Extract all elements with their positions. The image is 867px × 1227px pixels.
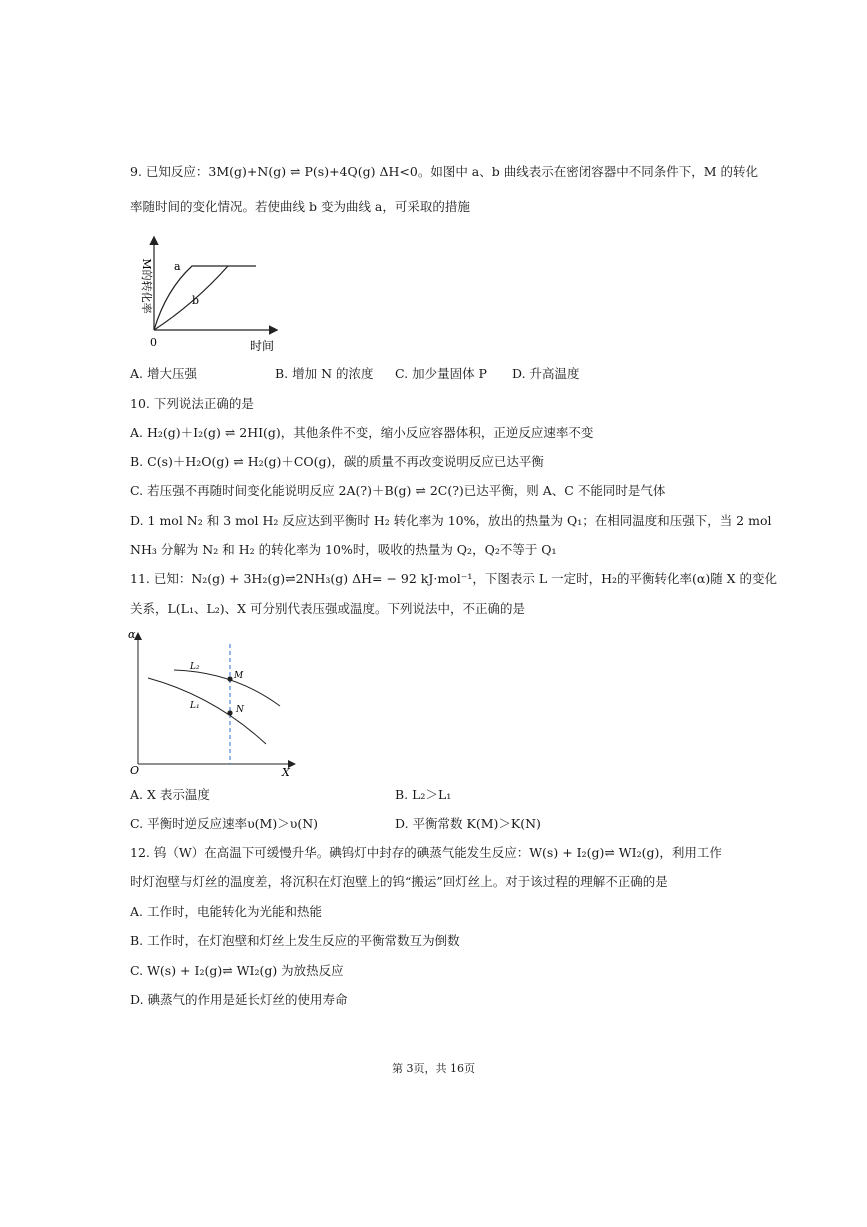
q12-option-c: C. W(s) + I₂(g)⇌ WI₂(g) 为放热反应 [130, 963, 344, 978]
q9-label-b: b [192, 294, 200, 307]
q9-option-c: C. 加少量固体 P [395, 366, 487, 381]
q11-y-label: α [128, 628, 136, 641]
q9-option-a: A. 增大压强 [130, 366, 197, 381]
q12-stem-line2: 时灯泡壁与灯丝的温度差，将沉积在灯泡壁上的钨“搬运”回灯丝上。对于该过程的理解不正确的是 [130, 874, 668, 889]
q11-graph [124, 626, 304, 778]
q9-graph [128, 232, 278, 356]
q10-option-c: C. 若压强不再随时间变化能说明反应 2A(?)＋B(g) ⇌ 2C(?)已达平衡，则 A、C 不能同时是气体 [130, 483, 666, 498]
q12-option-b: B. 工作时，在灯泡壁和灯丝上发生反应的平衡常数互为倒数 [130, 933, 460, 948]
q9-stem-line1: 9. 已知反应：3M(g)+N(g) ⇌ P(s)+4Q(g) ΔH<0。如图中 a、b 曲线表示在密闭容器中不同条件下，M 的转化 [130, 164, 759, 179]
q10-option-a: A. H₂(g)＋I₂(g) ⇌ 2HI(g)，其他条件不变，缩小反应容器体积，正逆反应速率不变 [130, 425, 594, 440]
q11-stem-line1: 11. 已知：N₂(g) + 3H₂(g)⇌2NH₃(g) ΔH= − 92 kJ·mol⁻¹，下图表示 L 一定时，H₂的平衡转化率(α)随 X 的变化 [130, 571, 778, 586]
q9-curve-b [154, 266, 228, 330]
q9-curve-a [154, 266, 256, 330]
q11-origin: O [130, 764, 140, 777]
q11-option-d: D. 平衡常数 K(M)＞K(N) [395, 816, 541, 831]
q11-point-M [227, 676, 232, 681]
q11-option-c: C. 平衡时逆反应速率υ(M)＞υ(N) [130, 816, 319, 831]
q9-option-d: D. 升高温度 [512, 366, 580, 381]
q11-label-L1: L₁ [190, 701, 200, 711]
q11-label-M: M [234, 671, 244, 681]
q10-stem: 10. 下列说法正确的是 [130, 396, 254, 411]
q11-option-b: B. L₂＞L₁ [395, 787, 452, 802]
q9-option-b: B. 增加 N 的浓度 [275, 366, 374, 381]
q10-option-d-line1: D. 1 mol N₂ 和 3 mol H₂ 反应达到平衡时 H₂ 转化率为 10%，放出的热量为 Q₁；在相同温度和压强下，当 2 mol [130, 513, 772, 528]
q12-stem-line1: 12. 钨（W）在高温下可缓慢升华。碘钨灯中封存的碘蒸气能发生反应：W(s) + I₂(g)⇌ WI₂(g)，利用工作 [130, 845, 722, 860]
q11-label-N: N [236, 705, 244, 715]
q9-y-label: M的转化率 [140, 258, 153, 314]
q9-label-a: a [174, 260, 181, 273]
q11-stem-line2: 关系，L(L₁、L₂)、X 可分别代表压强或温度。下列说法中，不正确的是 [130, 601, 526, 616]
q12-option-d: D. 碘蒸气的作用是延长灯丝的使用寿命 [130, 992, 348, 1007]
q12-option-a: A. 工作时，电能转化为光能和热能 [130, 904, 322, 919]
q11-label-L2: L₂ [190, 662, 200, 672]
page-footer: 第 3页，共 16页 [392, 1062, 475, 1075]
q11-point-N [227, 710, 232, 715]
q10-option-d-line2: NH₃ 分解为 N₂ 和 H₂ 的转化率为 10%时，吸收的热量为 Q₂，Q₂不等于 Q₁ [130, 542, 557, 557]
q11-x-label: X [282, 766, 290, 778]
q11-curve-L1 [148, 678, 266, 744]
q9-x-label: 时间 [250, 339, 275, 353]
q9-stem-line2: 率随时间的变化情况。若使曲线 b 变为曲线 a，可采取的措施 [130, 199, 470, 214]
q11-option-a: A. X 表示温度 [130, 787, 210, 802]
q9-origin: 0 [150, 336, 157, 349]
q10-option-b: B. C(s)＋H₂O(g) ⇌ H₂(g)＋CO(g)，碳的质量不再改变说明反应已达平衡 [130, 454, 544, 469]
